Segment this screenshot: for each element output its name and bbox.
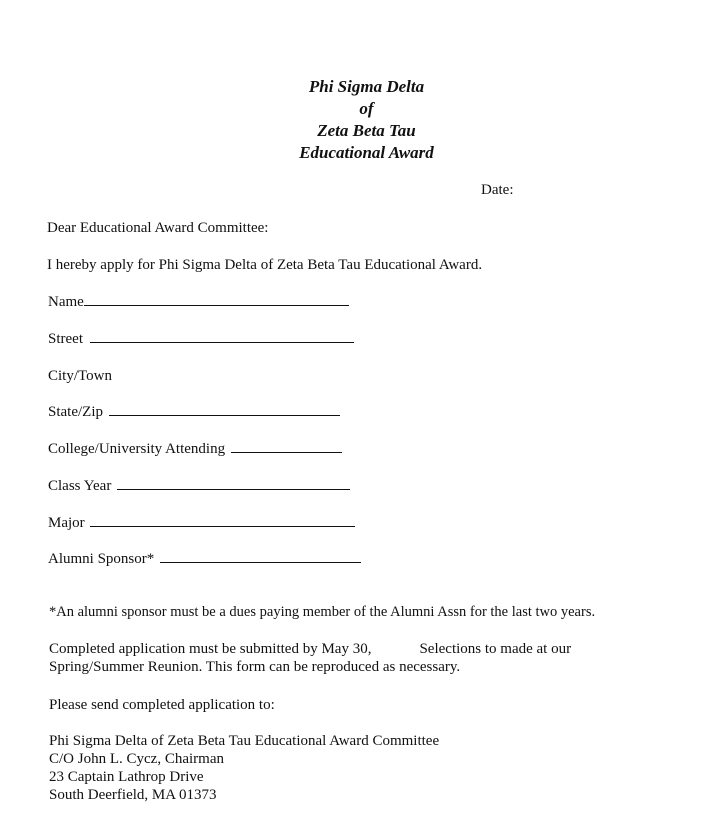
mailing-address <box>49 732 439 804</box>
salutation: Dear Educational Award Committee: <box>47 220 269 236</box>
name-label: Name <box>48 294 84 310</box>
street-label: Street <box>48 331 83 347</box>
sponsor-footnote: *An alumni sponsor must be a dues paying member of the Alumni Assn for the last two years. <box>49 604 596 620</box>
state-zip-label: State/Zip <box>48 404 103 420</box>
major-field[interactable] <box>48 514 355 532</box>
date-label: Date: <box>481 182 514 198</box>
address-line-4: South Deerfield, MA 01373 <box>49 787 217 803</box>
college-label: College/University Attending <box>48 441 226 457</box>
name-field[interactable] <box>48 293 349 311</box>
college-blank[interactable] <box>231 440 342 453</box>
deadline-text-a: Completed application must be submitted by May 30, <box>49 641 372 657</box>
class-year-blank[interactable] <box>117 477 350 490</box>
title-line-3: Zeta Beta Tau <box>317 121 416 140</box>
deadline-line-1 <box>49 640 571 658</box>
intro-statement: I hereby apply for Phi Sigma Delta of Zeta Beta Tau Educational Award. <box>47 257 483 273</box>
form-title <box>0 76 707 164</box>
class-year-field[interactable] <box>48 477 350 495</box>
alumni-sponsor-blank[interactable] <box>160 550 361 563</box>
class-year-label: Class Year <box>48 478 112 494</box>
address-line-2: C/O John L. Cycz, Chairman <box>49 751 224 767</box>
major-label: Major <box>48 515 85 531</box>
address-line-1: Phi Sigma Delta of Zeta Beta Tau Educational Award Committee <box>49 733 440 749</box>
alumni-sponsor-label: Alumni Sponsor* <box>48 551 155 567</box>
city-label: City/Town <box>48 368 112 384</box>
deadline-line-2: Spring/Summer Reunion. This form can be reproduced as necessary. <box>49 659 461 675</box>
name-blank[interactable] <box>84 293 349 306</box>
city-field[interactable] <box>48 367 112 385</box>
state-zip-field[interactable] <box>48 403 340 421</box>
college-field[interactable] <box>48 440 342 458</box>
send-to-instruction: Please send completed application to: <box>49 697 275 713</box>
deadline-text-b: Selections to made at our <box>419 641 572 657</box>
street-field[interactable] <box>48 330 354 348</box>
title-line-2: of <box>359 99 374 118</box>
state-zip-blank[interactable] <box>109 403 340 416</box>
alumni-sponsor-field[interactable] <box>48 550 361 568</box>
major-blank[interactable] <box>90 514 355 527</box>
title-line-4: Educational Award <box>299 143 434 162</box>
title-line-1: Phi Sigma Delta <box>308 77 425 96</box>
address-line-3: 23 Captain Lathrop Drive <box>49 769 204 785</box>
street-blank[interactable] <box>90 330 354 343</box>
